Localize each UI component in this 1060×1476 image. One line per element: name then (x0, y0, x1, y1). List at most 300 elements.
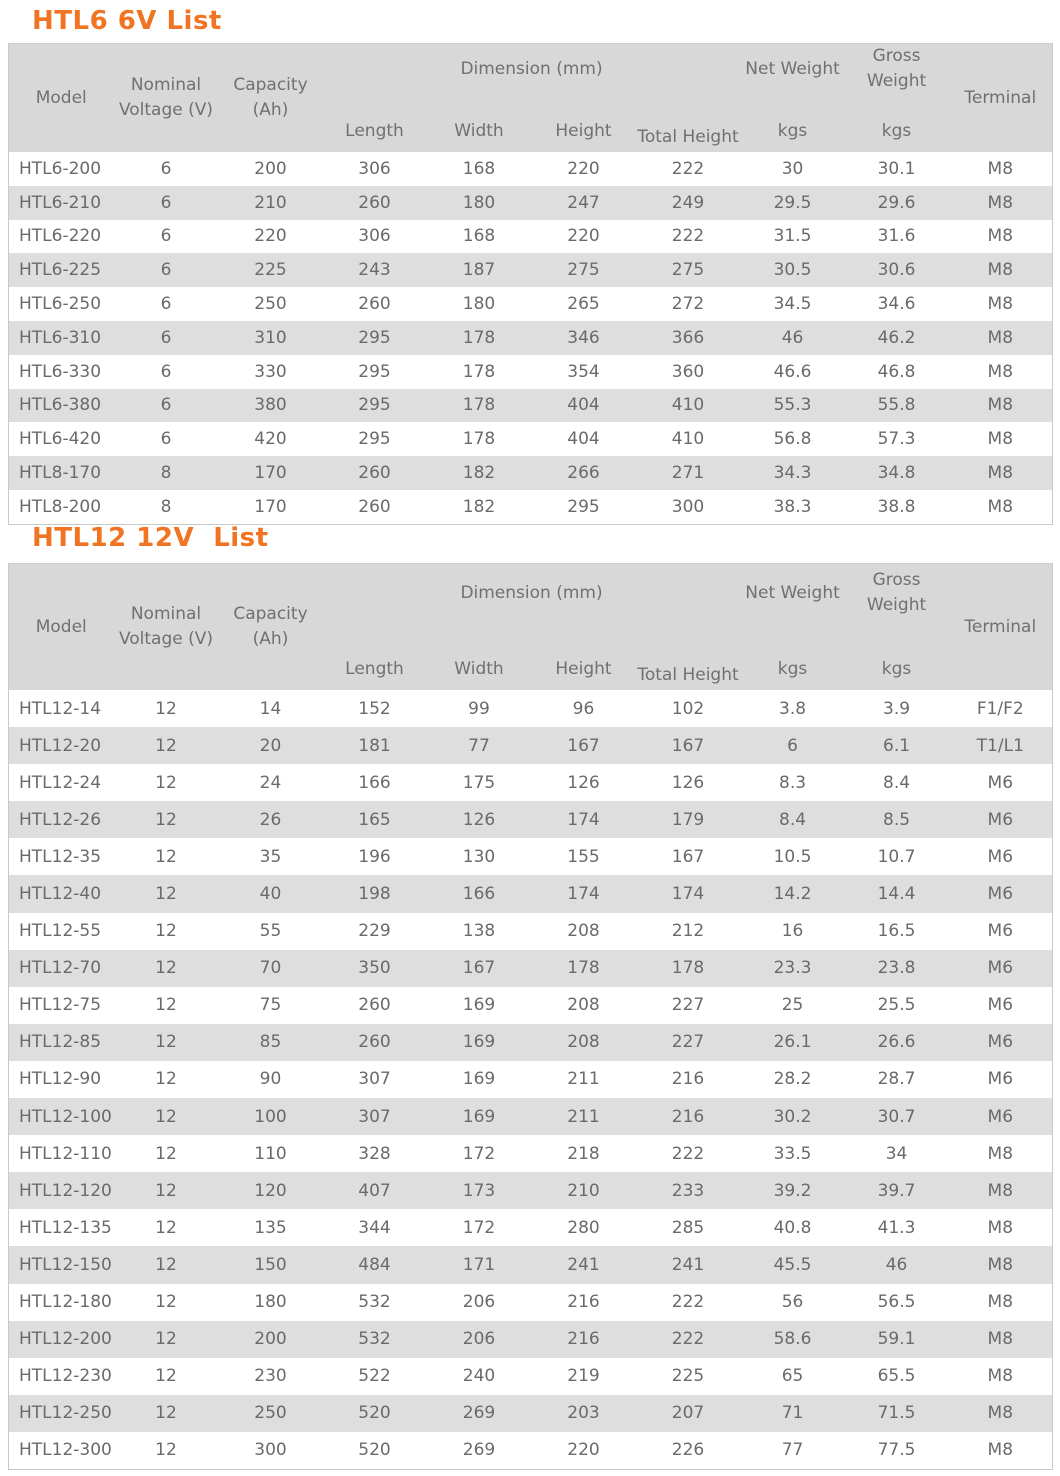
table-cell: 30.5 (741, 253, 845, 287)
table-cell: 178 (427, 321, 532, 355)
table-cell: 46.2 (845, 321, 949, 355)
table-cell: 275 (532, 253, 636, 287)
table-cell: 30.2 (741, 1098, 845, 1135)
table-cell: 25.5 (877, 995, 916, 1016)
table-cell: 28.2 (773, 1069, 812, 1090)
table-cell: M8 (949, 389, 1053, 423)
table-cell: M8 (949, 321, 1053, 355)
table-cell: 220 (567, 1440, 600, 1461)
table-cell: HTL12-35 (19, 846, 102, 867)
table-cell: 126 (427, 801, 532, 838)
table-cell: 35 (259, 846, 282, 867)
table-cell: 307 (358, 1069, 391, 1090)
table-cell: 12 (155, 1217, 177, 1238)
table-cell: 169 (427, 1098, 532, 1135)
table-row (9, 727, 1053, 764)
table-row (9, 1358, 1053, 1395)
table-cell: 12 (155, 846, 177, 867)
table-cell: 169 (462, 995, 496, 1016)
header-net-kgs: kgs (741, 94, 845, 152)
table-cell: HTL12-100 (9, 1098, 114, 1135)
header-capacity: Capacity (Ah) (219, 564, 323, 691)
table-cell: HTL12-26 (9, 801, 114, 838)
table-cell: HTL12-75 (19, 995, 102, 1016)
table-row (9, 1432, 1053, 1470)
table-cell: 12 (114, 875, 219, 912)
table-cell: 243 (323, 253, 427, 287)
table-cell: 178 (636, 950, 741, 987)
header-dimension: Dimension (mm) (323, 44, 741, 95)
table-cell: 10.7 (877, 846, 916, 867)
table-cell: M6 (949, 1024, 1053, 1061)
table-row (9, 1246, 1053, 1283)
table-cell: 71.5 (845, 1395, 949, 1432)
table-row (9, 1061, 1053, 1098)
table-row (9, 1284, 1053, 1321)
table-cell: 12 (155, 1069, 177, 1090)
table-cell: 59.1 (845, 1321, 949, 1358)
table-cell: 208 (532, 1024, 636, 1061)
table-cell: 28.7 (877, 1069, 916, 1090)
table-cell: 85 (219, 1024, 323, 1061)
table-cell: 247 (532, 186, 636, 220)
table-cell: 203 (532, 1395, 636, 1432)
table-cell: 169 (462, 1069, 496, 1090)
table-cell: 169 (427, 1024, 532, 1061)
table-cell: HTL6-380 (9, 389, 114, 423)
table-cell: 56.8 (773, 429, 812, 450)
header-height: Height (532, 94, 636, 152)
table-cell: 65 (781, 1366, 804, 1387)
table-cell: 12 (155, 698, 177, 719)
table-cell: 34 (885, 1143, 908, 1164)
table-cell: HTL12-90 (19, 1069, 102, 1090)
table-cell: 170 (219, 456, 323, 490)
table-cell: 130 (462, 846, 496, 867)
table-cell: 56 (781, 1292, 804, 1313)
table-cell: 269 (462, 1440, 496, 1461)
table-cell: 14 (259, 698, 282, 719)
table-cell: 10.5 (773, 846, 812, 867)
table-cell: 3.9 (883, 698, 911, 719)
table-cell: 26 (219, 801, 323, 838)
table-cell: 25 (781, 995, 804, 1016)
table-cell: 30.1 (877, 158, 916, 179)
table-cell: 198 (323, 875, 427, 912)
table-cell: 222 (636, 1321, 741, 1358)
table-cell: 300 (254, 1440, 287, 1461)
table-cell: 404 (532, 389, 636, 423)
table-cell: 14.2 (741, 875, 845, 912)
table-cell: 23.8 (845, 950, 949, 987)
table-cell: 182 (462, 496, 496, 517)
table-cell: 171 (427, 1246, 532, 1283)
table-cell: 222 (671, 1143, 705, 1164)
table-cell: 31.5 (773, 226, 812, 247)
table-row (9, 987, 1053, 1024)
header-model: Model (9, 44, 114, 153)
table-cell: 90 (259, 1069, 282, 1090)
table-cell: 218 (567, 1143, 600, 1164)
table-cell: 285 (671, 1217, 705, 1238)
table-cell: 6.1 (845, 727, 949, 764)
table-cell: 260 (323, 456, 427, 490)
table-cell: 275 (636, 253, 741, 287)
table-cell: 208 (567, 995, 600, 1016)
table-cell: M8 (987, 361, 1014, 382)
table-cell: 77 (781, 1440, 804, 1461)
table-cell: 100 (219, 1098, 323, 1135)
table-cell: 227 (671, 995, 705, 1016)
header-capacity: Capacity (Ah) (219, 44, 323, 153)
table-cell: 34.5 (773, 294, 812, 315)
table-cell: 241 (532, 1246, 636, 1283)
table-cell: 152 (358, 698, 391, 719)
table-cell: 265 (567, 294, 600, 315)
table-cell: 12 (114, 1024, 219, 1061)
table-row (9, 152, 1053, 186)
table-cell: 233 (636, 1172, 741, 1209)
table-cell: M8 (987, 429, 1014, 450)
table-cell: 211 (532, 1098, 636, 1135)
table-cell: 30.7 (845, 1098, 949, 1135)
header-net-kgs: kgs (741, 622, 845, 690)
table-row (9, 1209, 1053, 1246)
table-cell: 180 (462, 294, 496, 315)
table-cell: 310 (219, 321, 323, 355)
header-length: Length (323, 94, 427, 152)
table-cell: 360 (671, 361, 705, 382)
table-cell: M6 (949, 1098, 1053, 1135)
table-row (9, 1024, 1053, 1061)
header-dimension: Dimension (mm) (323, 564, 741, 623)
table-cell: 34.8 (845, 456, 949, 490)
table-cell: 12 (114, 1321, 219, 1358)
table-cell: 484 (323, 1246, 427, 1283)
table-cell: 230 (254, 1366, 287, 1387)
table-cell: 174 (636, 875, 741, 912)
table-cell: 272 (671, 294, 705, 315)
table-cell: 350 (323, 950, 427, 987)
table-cell: 208 (567, 921, 600, 942)
table-row (9, 838, 1053, 875)
table-cell: HTL8-170 (9, 456, 114, 490)
table-cell: 58.6 (741, 1321, 845, 1358)
table-row (9, 764, 1053, 801)
table-cell: 222 (671, 158, 705, 179)
table-cell: 14.4 (845, 875, 949, 912)
table-cell: 16 (781, 921, 804, 942)
table-cell: 522 (358, 1366, 391, 1387)
table-cell: 165 (323, 801, 427, 838)
table-cell: 249 (636, 186, 741, 220)
table-cell: 307 (323, 1098, 427, 1135)
table-cell: 180 (427, 186, 532, 220)
table-cell: 40.8 (773, 1217, 812, 1238)
table-cell: 65.5 (877, 1366, 916, 1387)
table-cell: 216 (636, 1098, 741, 1135)
table-cell: M6 (987, 846, 1014, 867)
table-cell: 12 (114, 1098, 219, 1135)
table-cell: 12 (155, 995, 177, 1016)
table-cell: M8 (949, 253, 1053, 287)
table-cell: 330 (254, 361, 287, 382)
table-cell: M6 (949, 875, 1053, 912)
table-cell: 167 (636, 727, 741, 764)
table-cell: 110 (254, 1143, 287, 1164)
table-cell: HTL12-110 (19, 1143, 112, 1164)
table-cell: HTL12-14 (19, 698, 102, 719)
table-cell: 227 (636, 1024, 741, 1061)
table-cell: 38.3 (773, 496, 812, 517)
table-cell: M6 (987, 921, 1014, 942)
table-cell: M6 (949, 801, 1053, 838)
table-cell: 280 (567, 1217, 600, 1238)
table-cell: 260 (358, 496, 391, 517)
table-cell: 12 (155, 1366, 177, 1387)
table-cell: 229 (358, 921, 391, 942)
table-row (9, 355, 1053, 389)
table-cell: 532 (358, 1292, 391, 1313)
table-cell: 260 (323, 1024, 427, 1061)
header-total-height: Total Height (636, 622, 741, 690)
table-cell: 8.5 (845, 801, 949, 838)
table-cell: 226 (671, 1440, 705, 1461)
table-cell: 260 (323, 186, 427, 220)
table-cell: M6 (987, 772, 1014, 793)
table-cell: 120 (219, 1172, 323, 1209)
table-cell: 269 (427, 1395, 532, 1432)
table-cell: HTL12-120 (9, 1172, 114, 1209)
header-nominal-voltage: Nominal Voltage (V) (114, 44, 219, 153)
table-cell: 168 (462, 226, 496, 247)
header-total-height: Total Height (636, 94, 741, 152)
table-cell: 220 (567, 158, 600, 179)
table-cell: 178 (532, 950, 636, 987)
table-row (9, 422, 1053, 456)
table-cell: 306 (358, 226, 391, 247)
table-cell: 222 (671, 226, 705, 247)
table-cell: 328 (358, 1143, 391, 1164)
table-cell: 178 (462, 361, 496, 382)
table-row (9, 913, 1053, 950)
table-cell: 46.8 (877, 361, 916, 382)
table-cell: 8 (114, 456, 219, 490)
table-cell: 24 (259, 772, 282, 793)
table-cell: 216 (567, 1292, 600, 1313)
table-cell: 300 (671, 496, 705, 517)
table-cell: M8 (987, 1143, 1014, 1164)
table-cell: 532 (323, 1321, 427, 1358)
table-cell: 99 (468, 698, 490, 719)
table-cell: 175 (462, 772, 496, 793)
table-cell: 135 (254, 1217, 287, 1238)
table-cell: 26.6 (845, 1024, 949, 1061)
section-title-htl12: HTL12 12V List (32, 523, 269, 553)
table-cell: 410 (636, 389, 741, 423)
table-cell: T1/L1 (949, 727, 1053, 764)
table-cell: 271 (636, 456, 741, 490)
table-cell: 77 (427, 727, 532, 764)
table-cell: M8 (987, 226, 1014, 247)
table-cell: 181 (323, 727, 427, 764)
table-cell: HTL6-330 (19, 361, 102, 382)
table-cell: 225 (671, 1366, 705, 1387)
table-cell: HTL6-225 (9, 253, 114, 287)
table-cell: 306 (358, 158, 391, 179)
table-cell: 380 (219, 389, 323, 423)
table-cell: 196 (358, 846, 391, 867)
table-cell: 220 (254, 226, 287, 247)
table-cell: 295 (358, 361, 391, 382)
table-cell: 77.5 (877, 1440, 916, 1461)
table-cell: HTL12-40 (9, 875, 114, 912)
table-cell: 250 (254, 294, 287, 315)
table-cell: 34.6 (877, 294, 916, 315)
table-row (9, 490, 1053, 524)
table-cell: 39.2 (741, 1172, 845, 1209)
table-cell: HTL12-135 (19, 1217, 112, 1238)
header-width: Width (427, 622, 532, 690)
table-cell: 220 (567, 226, 600, 247)
table-cell: HTL12-180 (19, 1292, 112, 1313)
table-cell: HTL6-310 (9, 321, 114, 355)
table-cell: HTL12-70 (9, 950, 114, 987)
table-cell: 12 (155, 772, 177, 793)
table-cell: 46.6 (773, 361, 812, 382)
table-cell: 420 (254, 429, 287, 450)
header-nominal-voltage: Nominal Voltage (V) (114, 564, 219, 691)
table-cell: 225 (219, 253, 323, 287)
table-cell: 200 (219, 1321, 323, 1358)
table-cell: M8 (949, 1395, 1053, 1432)
table-cell: 366 (636, 321, 741, 355)
table-cell: 12 (114, 1172, 219, 1209)
table-cell: 167 (427, 950, 532, 987)
table-cell: 12 (114, 950, 219, 987)
table-cell: 210 (532, 1172, 636, 1209)
table-cell: 260 (358, 995, 391, 1016)
table-cell: HTL6-220 (19, 226, 102, 247)
table-cell: 6 (114, 389, 219, 423)
table-cell: 6 (160, 429, 172, 450)
table-cell: 12 (155, 1143, 177, 1164)
table-cell: HTL8-200 (19, 496, 102, 517)
table-cell: HTL12-24 (19, 772, 102, 793)
table-cell: HTL6-210 (9, 186, 114, 220)
table-cell: 211 (567, 1069, 600, 1090)
table-row (9, 690, 1053, 727)
table-cell: 8.4 (883, 772, 911, 793)
table-cell: 182 (427, 456, 532, 490)
table-cell: HTL6-250 (19, 294, 102, 315)
table-cell: HTL12-200 (9, 1321, 114, 1358)
table-cell: HTL6-420 (19, 429, 102, 450)
table-cell: 23.3 (741, 950, 845, 987)
table-cell: 167 (671, 846, 705, 867)
table-cell: 166 (427, 875, 532, 912)
table-cell: 150 (219, 1246, 323, 1283)
section-title-htl6: HTL6 6V List (32, 6, 222, 36)
table-cell: HTL12-55 (19, 921, 102, 942)
table-cell: 46 (845, 1246, 949, 1283)
table-cell: 295 (323, 321, 427, 355)
header-gross-weight: Gross Weight (845, 564, 949, 623)
table-cell: 179 (636, 801, 741, 838)
table-cell: HTL12-20 (9, 727, 114, 764)
table-cell: 170 (254, 496, 287, 517)
table-cell: 8.4 (741, 801, 845, 838)
header-net-weight: Net Weight (741, 564, 845, 623)
table-cell: 6 (160, 361, 172, 382)
table-cell: M8 (987, 1366, 1014, 1387)
table-cell: 200 (254, 158, 287, 179)
table-cell: 55.3 (741, 389, 845, 423)
table-cell: 180 (254, 1292, 287, 1313)
table-cell: 126 (671, 772, 705, 793)
table-cell: 12 (114, 801, 219, 838)
table-cell: HTL12-230 (19, 1366, 112, 1387)
table-row (9, 1135, 1053, 1172)
table-cell: 75 (259, 995, 282, 1016)
header-terminal: Terminal (949, 564, 1053, 691)
table-cell: M8 (949, 1321, 1053, 1358)
table-cell: 166 (358, 772, 391, 793)
table-cell: 41.3 (877, 1217, 916, 1238)
table-cell: 96 (572, 698, 595, 719)
table-cell: 295 (323, 389, 427, 423)
table-cell: 12 (155, 921, 177, 942)
table-row (9, 253, 1053, 287)
table-cell: 250 (219, 1395, 323, 1432)
table-cell: 174 (532, 875, 636, 912)
table-cell: 3.8 (779, 698, 807, 719)
table-cell: M8 (949, 1246, 1053, 1283)
table-cell: 404 (567, 429, 600, 450)
table-cell: M6 (987, 1069, 1014, 1090)
table-cell: 12 (114, 727, 219, 764)
table-cell: 39.7 (845, 1172, 949, 1209)
table-cell: 55.8 (845, 389, 949, 423)
table-cell: M8 (949, 456, 1053, 490)
table-cell: HTL12-85 (9, 1024, 114, 1061)
table-cell: 219 (567, 1366, 600, 1387)
table-cell: HTL12-150 (9, 1246, 114, 1283)
table-cell: 206 (427, 1321, 532, 1358)
table-cell: F1/F2 (976, 698, 1024, 719)
table-cell: 210 (219, 186, 323, 220)
table-cell: 216 (671, 1069, 705, 1090)
table-cell: M8 (987, 158, 1014, 179)
table-row (9, 801, 1053, 838)
table-cell: 168 (462, 158, 496, 179)
table-cell: M8 (987, 496, 1014, 517)
table-cell: M8 (949, 1172, 1053, 1209)
table-cell: 56.5 (877, 1292, 916, 1313)
table-cell: 8 (160, 496, 172, 517)
table-cell: 34.3 (741, 456, 845, 490)
table-cell: 38.8 (877, 496, 916, 517)
table-row (9, 220, 1053, 254)
table-cell: M8 (987, 294, 1014, 315)
table-cell: 167 (532, 727, 636, 764)
header-terminal: Terminal (949, 44, 1053, 153)
table-cell: 172 (462, 1217, 496, 1238)
table-cell: 30 (781, 158, 804, 179)
table-cell: 8.3 (779, 772, 807, 793)
header-length: Length (323, 622, 427, 690)
table-cell: 6 (160, 226, 172, 247)
